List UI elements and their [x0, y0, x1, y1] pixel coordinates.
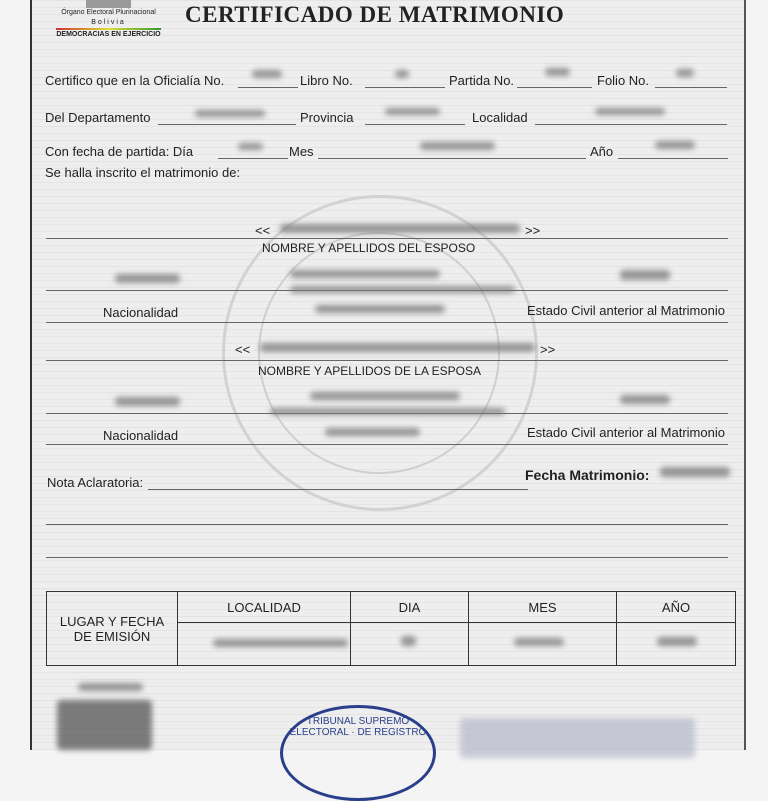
- official-stamp: [280, 705, 436, 801]
- fecha-partida-label: Con fecha de partida: Día: [45, 144, 194, 159]
- logo: [56, 0, 161, 40]
- anio-label: Año: [590, 144, 614, 159]
- mes-label: Mes: [289, 144, 314, 159]
- col-anio: AÑO: [617, 592, 736, 623]
- col-dia: DIA: [351, 592, 469, 623]
- departamento-label: Del Departamento: [45, 110, 151, 125]
- libro-label: Libro No.: [300, 73, 353, 88]
- stamp-text: TRIBUNAL SUPREMO ELECTORAL · DE REGISTRO: [289, 716, 427, 738]
- logo-line3: DEMOCRACIAS EN EJERCICIO: [56, 31, 161, 38]
- oficialia-label: Certifico que en la Oficialía No.: [45, 73, 225, 88]
- esposa-heading: NOMBRE Y APELLIDOS DE LA ESPOSA: [258, 364, 481, 378]
- fecha-matrimonio-label: Fecha Matrimonio:: [525, 467, 650, 483]
- localidad-label: Localidad: [472, 110, 528, 125]
- logo-line1: Órgano Electoral Plurinacional: [61, 9, 156, 16]
- page-title: CERTIFICADO DE MATRIMONIO: [185, 2, 565, 27]
- esposa-close: >>: [540, 342, 556, 357]
- esposo-close: >>: [525, 223, 541, 238]
- partida-label: Partida No.: [449, 73, 515, 88]
- provincia-label: Provincia: [300, 110, 354, 125]
- logo-line2: Bolivia: [91, 19, 126, 26]
- emission-label: LUGAR Y FECHA DE EMISIÓN: [47, 592, 178, 666]
- col-localidad: LOCALIDAD: [178, 592, 351, 623]
- esposo-estado-civil-label: Estado Civil anterior al Matrimonio: [527, 303, 725, 318]
- esposo-nacionalidad-label: Nacionalidad: [103, 305, 179, 320]
- esposa-estado-civil-label: Estado Civil anterior al Matrimonio: [527, 425, 725, 440]
- esposa-open: <<: [235, 342, 251, 357]
- esposa-nacionalidad-label: Nacionalidad: [103, 428, 179, 443]
- inscrito-label: Se halla inscrito el matrimonio de:: [45, 165, 241, 180]
- esposo-heading: NOMBRE Y APELLIDOS DEL ESPOSO: [262, 241, 476, 255]
- folio-label: Folio No.: [597, 73, 650, 88]
- emission-table: [46, 591, 736, 666]
- esposo-open: <<: [255, 223, 271, 238]
- col-mes: MES: [469, 592, 617, 623]
- watermark-seal-inner: [258, 232, 500, 474]
- nota-label: Nota Aclaratoria:: [47, 475, 144, 490]
